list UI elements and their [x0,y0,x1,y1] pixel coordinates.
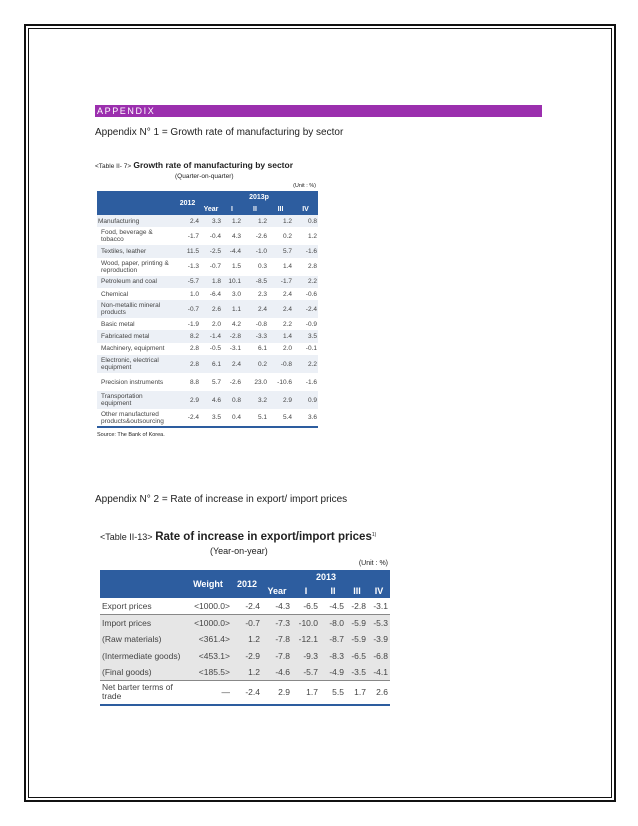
table1-header-q2: II [242,203,268,215]
table-cell: -0.8 [255,320,267,328]
appendix-header-label: APPENDIX [97,106,156,116]
table-cell: -9.3 [292,648,320,665]
row-label: Textiles, leather [97,245,175,257]
table2-header-year: Year [262,584,292,598]
table2-caption [100,528,390,545]
table-cell: -0.7 [232,615,262,632]
table-cell: -4.1 [368,664,390,681]
table-cell: 2.4 [268,300,293,318]
table-cell: -2.9 [232,648,262,665]
table-row [97,288,318,300]
table-cell: 1.2 [232,631,262,648]
table-cell: 1.2 [242,215,268,227]
table-cell: 2.2 [282,320,292,328]
table-row [97,300,318,318]
table-cell: -2.8 [222,330,242,342]
table-row [97,215,318,227]
table-cell: -4.9 [320,664,346,681]
table-row [100,664,390,681]
row-label: Other manufactured products&outsourcing [97,409,175,427]
table-cell: 3.2 [242,391,268,409]
table1-tag: <Table II- 7> [95,163,132,170]
table-cell: -4.4 [222,245,242,257]
table2-subtitle: (Year-on-year) [210,546,268,557]
table-cell: -10.6 [277,378,292,386]
table2-header-2012: 2012 [232,570,262,598]
table1-header-blank [97,191,175,215]
table-cell: 3.5 [200,409,222,427]
table-cell: -4.5 [329,601,344,612]
row-label: (Intermediate goods) [100,648,184,665]
table2-header-q2: II [320,584,346,598]
table-cell: 2.8 [307,263,317,271]
table-cell: -7.3 [262,615,292,632]
table-cell: 2.2 [293,355,318,373]
table-row [100,615,390,632]
table-cell: 4.6 [200,391,222,409]
appendix-header-bar [95,105,542,117]
table2-header-q3: III [346,584,368,598]
weight-cell: <1000.0> [194,601,230,612]
row-label: (Raw materials) [100,631,184,648]
table-cell: -6.5 [303,601,318,612]
table-cell: 11.5 [175,245,200,257]
row-label: Transportation equipment [97,391,175,409]
table1-header-year: Year [200,203,222,215]
table-cell: 1.0 [189,290,199,298]
table-cell: -6.5 [346,648,368,665]
table-cell: -1.6 [305,378,317,386]
table-cell: -0.7 [209,263,221,271]
table2-footnote-mark: 1) [371,532,377,538]
table-row [97,409,318,427]
table-cell: 5.1 [242,409,268,427]
row-label: Basic metal [101,320,135,328]
weight-cell: <361.4> [184,631,232,648]
table-cell: 2.0 [211,320,221,328]
row-label: Electronic, electrical equipment [97,355,175,373]
table-cell: -0.7 [175,300,200,318]
table-cell: -5.9 [346,615,368,632]
table-cell: -1.7 [187,232,199,240]
table-row [97,276,318,288]
table1-header-q4: IV [293,203,318,215]
table-cell: -1.7 [268,276,293,288]
table-cell: -5.9 [346,631,368,648]
table1-header-q1: I [222,203,242,215]
row-label: Chemical [101,290,129,298]
table-cell: 1.2 [222,215,242,227]
table-row [97,330,318,342]
table-cell: 1.2 [232,664,262,681]
table-row [97,373,318,391]
table1-header-2012: 2012 [175,191,200,215]
table-cell: -8.7 [320,631,346,648]
table-manufacturing-growth [95,160,330,438]
table-cell: 1.4 [282,263,292,271]
table-cell: 8.8 [189,378,199,386]
table-cell: 1.7 [346,681,368,705]
table2-header-blank [100,570,184,598]
row-label: Export prices [102,601,152,612]
table-cell: 2.8 [175,355,200,373]
table2-header-weight: Weight [184,570,232,598]
table-cell: -0.5 [209,345,221,353]
table-cell: 6.1 [200,355,222,373]
table-cell: 2.4 [222,355,242,373]
table-cell: 2.9 [175,391,200,409]
table-cell: 2.6 [200,300,222,318]
table-cell: 0.8 [293,215,318,227]
table-cell: -4.3 [275,601,290,612]
table-cell: -2.4 [175,409,200,427]
table-cell: 0.3 [257,263,267,271]
row-label: Non-metallic mineral products [97,300,175,318]
table-cell: -6.8 [368,648,390,665]
table-cell: 0.4 [222,409,242,427]
table-cell: 2.0 [282,345,292,353]
table-cell: 0.8 [222,391,242,409]
table-cell: 2.6 [368,681,390,705]
table-cell: 2.4 [242,300,268,318]
table-cell: -2.4 [293,300,318,318]
table-cell: 3.5 [293,330,318,342]
table-row [97,227,318,245]
table-cell: -3.9 [368,631,390,648]
table-cell: 3.3 [200,215,222,227]
table-cell: 0.2 [242,355,268,373]
table1-grid [97,191,318,428]
table-cell: -2.6 [229,378,241,386]
row-label: Fabricated metal [97,330,175,342]
appendix-2-title: Appendix N° 2 = Rate of increase in export/ import prices [95,494,348,505]
table-cell: -0.8 [268,355,293,373]
table-cell: 5.5 [320,681,346,705]
table-cell: 1.8 [200,276,222,288]
table-cell: -1.4 [200,330,222,342]
table-cell: -3.5 [346,664,368,681]
table-cell: -0.1 [305,345,317,353]
table-cell: -0.4 [209,232,221,240]
table-cell: 1.2 [268,215,293,227]
weight-cell: <1000.0> [184,615,232,632]
table-cell: 2.4 [175,215,200,227]
table-cell: 2.9 [262,681,292,705]
table-cell: 4.2 [231,320,241,328]
table-cell: -4.6 [262,664,292,681]
table-row [97,318,318,330]
table-cell: 1.5 [231,263,241,271]
table-cell: 0.9 [293,391,318,409]
table-cell: 3.0 [231,290,241,298]
table1-title: Growth rate of manufacturing by sector [133,160,294,170]
table-row [97,391,318,409]
table-row [97,343,318,355]
table2-header-q4: IV [368,584,390,598]
table-cell: -3.1 [373,601,388,612]
table-cell: -5.7 [175,276,200,288]
table-cell: 2.4 [282,290,292,298]
table-cell: 5.4 [268,409,293,427]
table-cell: -2.4 [232,681,262,705]
table-cell: 10.1 [222,276,242,288]
table1-header-2013: 2013p [200,191,318,203]
table1-subtitle: (Quarter-on-quarter) [175,173,234,180]
table-cell: -3.3 [242,330,268,342]
table-cell: 4.3 [231,232,241,240]
table-row [97,355,318,373]
table-cell: -8.0 [320,615,346,632]
table-row [100,681,390,705]
table-cell: -6.4 [209,290,221,298]
table-cell: 3.6 [293,409,318,427]
weight-cell: — [184,681,232,705]
table-cell: 23.0 [254,378,267,386]
table-cell: -7.8 [262,648,292,665]
row-label: Manufacturing [97,215,175,227]
table-cell: -7.8 [262,631,292,648]
table-cell: 1.2 [307,232,317,240]
table-row [97,258,318,276]
row-label: Precision instruments [101,378,164,386]
table-cell: 1.7 [292,681,320,705]
table-cell: -1.3 [187,263,199,271]
row-label: Net barter terms of trade [100,681,184,705]
table-row [100,631,390,648]
table-cell: 2.2 [293,276,318,288]
table-cell: -10.0 [292,615,320,632]
table2-tag: <Table II-13> [100,532,153,543]
table-cell: 2.9 [268,391,293,409]
table-cell: -3.1 [229,345,241,353]
table-cell: -2.8 [351,601,366,612]
table-row [100,598,390,615]
table-cell: 1.4 [268,330,293,342]
table-export-import-prices [100,528,390,706]
table-cell: 2.3 [257,290,267,298]
weight-cell: <453.1> [184,648,232,665]
table1-header-q3: III [268,203,293,215]
table-cell: 5.7 [268,245,293,257]
table-cell: 0.2 [282,232,292,240]
table2-unit: (Unit : %) [358,560,388,568]
table-cell: -0.6 [305,290,317,298]
table1-unit: (Unit : %) [293,183,316,189]
row-label: Food, beverage & tobacco [101,229,153,244]
table-cell: -0.9 [305,320,317,328]
row-label: Import prices [100,615,184,632]
table1-caption [95,160,330,172]
table-cell: 8.2 [175,330,200,342]
table-cell: 2.8 [189,345,199,353]
table-cell: 6.1 [257,345,267,353]
table-row [97,245,318,257]
table-cell: -12.1 [292,631,320,648]
table-cell: -5.7 [292,664,320,681]
table-cell: 5.7 [211,378,221,386]
table-cell: -1.9 [187,320,199,328]
table-cell: -2.5 [200,245,222,257]
table2-header-2013: 2013 [262,570,390,584]
table2-grid [100,570,390,706]
table1-source: Source: The Bank of Korea. [97,432,165,439]
row-label: Petroleum and coal [97,276,175,288]
table-cell: -5.3 [368,615,390,632]
table-row [100,648,390,665]
row-label: (Final goods) [100,664,184,681]
row-label: Machinery, equipment [101,345,165,353]
table-cell: -2.6 [255,232,267,240]
row-label: Wood, paper, printing & reproduction [101,259,169,274]
table-cell: -8.5 [242,276,268,288]
appendix-1-title: Appendix N° 1 = Growth rate of manufacturing by sector [95,127,344,138]
table-cell: -2.4 [245,601,260,612]
table-cell: -1.0 [242,245,268,257]
table-cell: -8.3 [320,648,346,665]
table2-title: Rate of increase in export/import prices [155,531,372,544]
table2-header-q1: I [292,584,320,598]
table-cell: 1.1 [222,300,242,318]
weight-cell: <185.5> [184,664,232,681]
table-cell: -1.6 [293,245,318,257]
